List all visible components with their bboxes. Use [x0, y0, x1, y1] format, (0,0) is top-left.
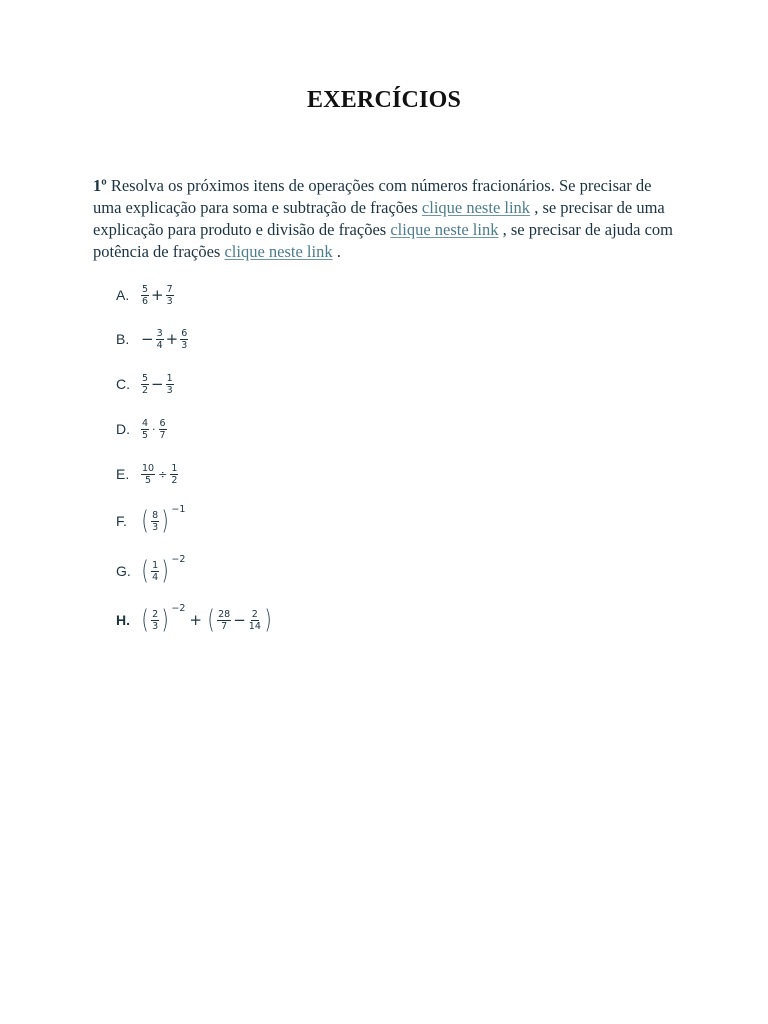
link-product-division[interactable]: clique neste link [390, 220, 499, 239]
operator: + [189, 610, 202, 629]
right-parenthesis: ) [161, 605, 169, 635]
item-e [116, 459, 179, 489]
numerator: 2 [152, 608, 159, 620]
numerator: 2 [251, 608, 258, 620]
fraction [159, 418, 167, 441]
expression [140, 373, 175, 396]
exercise-number: 1º [93, 176, 107, 195]
exercise-instructions [93, 175, 675, 263]
numerator: 28 [218, 608, 231, 620]
denominator: 6 [142, 295, 149, 307]
denominator: 3 [166, 384, 173, 396]
fraction [180, 328, 188, 351]
exponent: −1 [171, 504, 186, 515]
expression [140, 603, 273, 635]
item-letter: A. [116, 287, 130, 303]
expression [140, 504, 186, 536]
intro-text-1: Resolva os próximos itens de operações com números fracionários. Se precisar de uma explicação para soma e subtração de frações [93, 176, 652, 217]
denominator: 4 [156, 339, 163, 351]
item-f [116, 506, 185, 536]
denominator: 5 [142, 429, 149, 441]
expression [140, 284, 175, 307]
denominator: 7 [221, 620, 228, 632]
item-c [116, 369, 175, 399]
numerator: 6 [181, 327, 188, 339]
operator: ÷ [158, 467, 168, 481]
expression [140, 418, 168, 441]
intro-text-4: . [332, 242, 341, 261]
fraction [141, 373, 149, 396]
intro-text-2: , se precisar de uma explicação para produto e divisão de frações [93, 198, 665, 239]
denominator: 5 [145, 474, 152, 486]
item-letter: D. [116, 421, 130, 437]
item-h [116, 605, 273, 635]
item-b [116, 324, 189, 354]
right-parenthesis: ) [161, 556, 169, 586]
exponent: −2 [171, 603, 186, 614]
denominator: 3 [152, 620, 159, 632]
left-parenthesis: ( [141, 506, 149, 536]
operator: + [151, 285, 164, 304]
operator: − [151, 374, 164, 393]
numerator: 1 [152, 559, 159, 571]
fraction [170, 463, 178, 486]
fraction [166, 284, 174, 307]
operator: − [233, 610, 246, 629]
denominator: 3 [181, 339, 188, 351]
numerator: 6 [159, 417, 166, 429]
left-parenthesis: ( [141, 556, 149, 586]
right-parenthesis: ) [264, 605, 272, 635]
left-parenthesis: ( [207, 605, 215, 635]
numerator: 1 [166, 372, 173, 384]
operator: + [165, 329, 179, 348]
item-a [116, 280, 175, 310]
right-parenthesis: ) [161, 506, 169, 536]
fraction [248, 609, 262, 632]
item-d [116, 414, 168, 444]
item-letter: E. [116, 466, 130, 482]
item-letter: H. [116, 612, 130, 628]
fraction [151, 560, 159, 583]
expression [140, 328, 189, 351]
fraction [141, 418, 149, 441]
numerator: 8 [152, 509, 159, 521]
item-letter: C. [116, 376, 130, 392]
exponent: −2 [171, 554, 186, 565]
numerator: 5 [142, 283, 149, 295]
expression [140, 463, 179, 486]
numerator: 5 [142, 372, 149, 384]
denominator: 2 [171, 474, 178, 486]
fraction [156, 328, 164, 351]
denominator: 2 [142, 384, 149, 396]
fraction [141, 284, 149, 307]
denominator: 14 [248, 620, 261, 632]
item-g [116, 556, 185, 586]
left-parenthesis: ( [141, 605, 149, 635]
numerator: 1 [171, 462, 178, 474]
fraction [141, 463, 155, 486]
fraction [151, 609, 159, 632]
denominator: 3 [166, 295, 173, 307]
denominator: 7 [159, 429, 166, 441]
fraction [166, 373, 174, 396]
numerator: 10 [142, 462, 155, 474]
intro-text-3: , se precisar de ajuda com potência de frações [93, 220, 674, 261]
numerator: 7 [166, 283, 173, 295]
item-letter: B. [116, 331, 130, 347]
item-letter: G. [116, 563, 131, 579]
fraction [151, 510, 159, 533]
denominator: 4 [152, 571, 159, 583]
numerator: 3 [156, 327, 163, 339]
expression [140, 554, 186, 586]
link-sum-subtraction[interactable]: clique neste link [421, 198, 531, 217]
negative-sign: − [141, 329, 154, 348]
operator: · [152, 422, 156, 436]
numerator: 4 [142, 417, 149, 429]
page-title: EXERCÍCIOS [306, 87, 462, 113]
denominator: 3 [152, 521, 159, 533]
fraction [217, 609, 231, 632]
link-power-fractions[interactable]: clique neste link [224, 242, 333, 261]
item-letter: F. [116, 513, 127, 529]
